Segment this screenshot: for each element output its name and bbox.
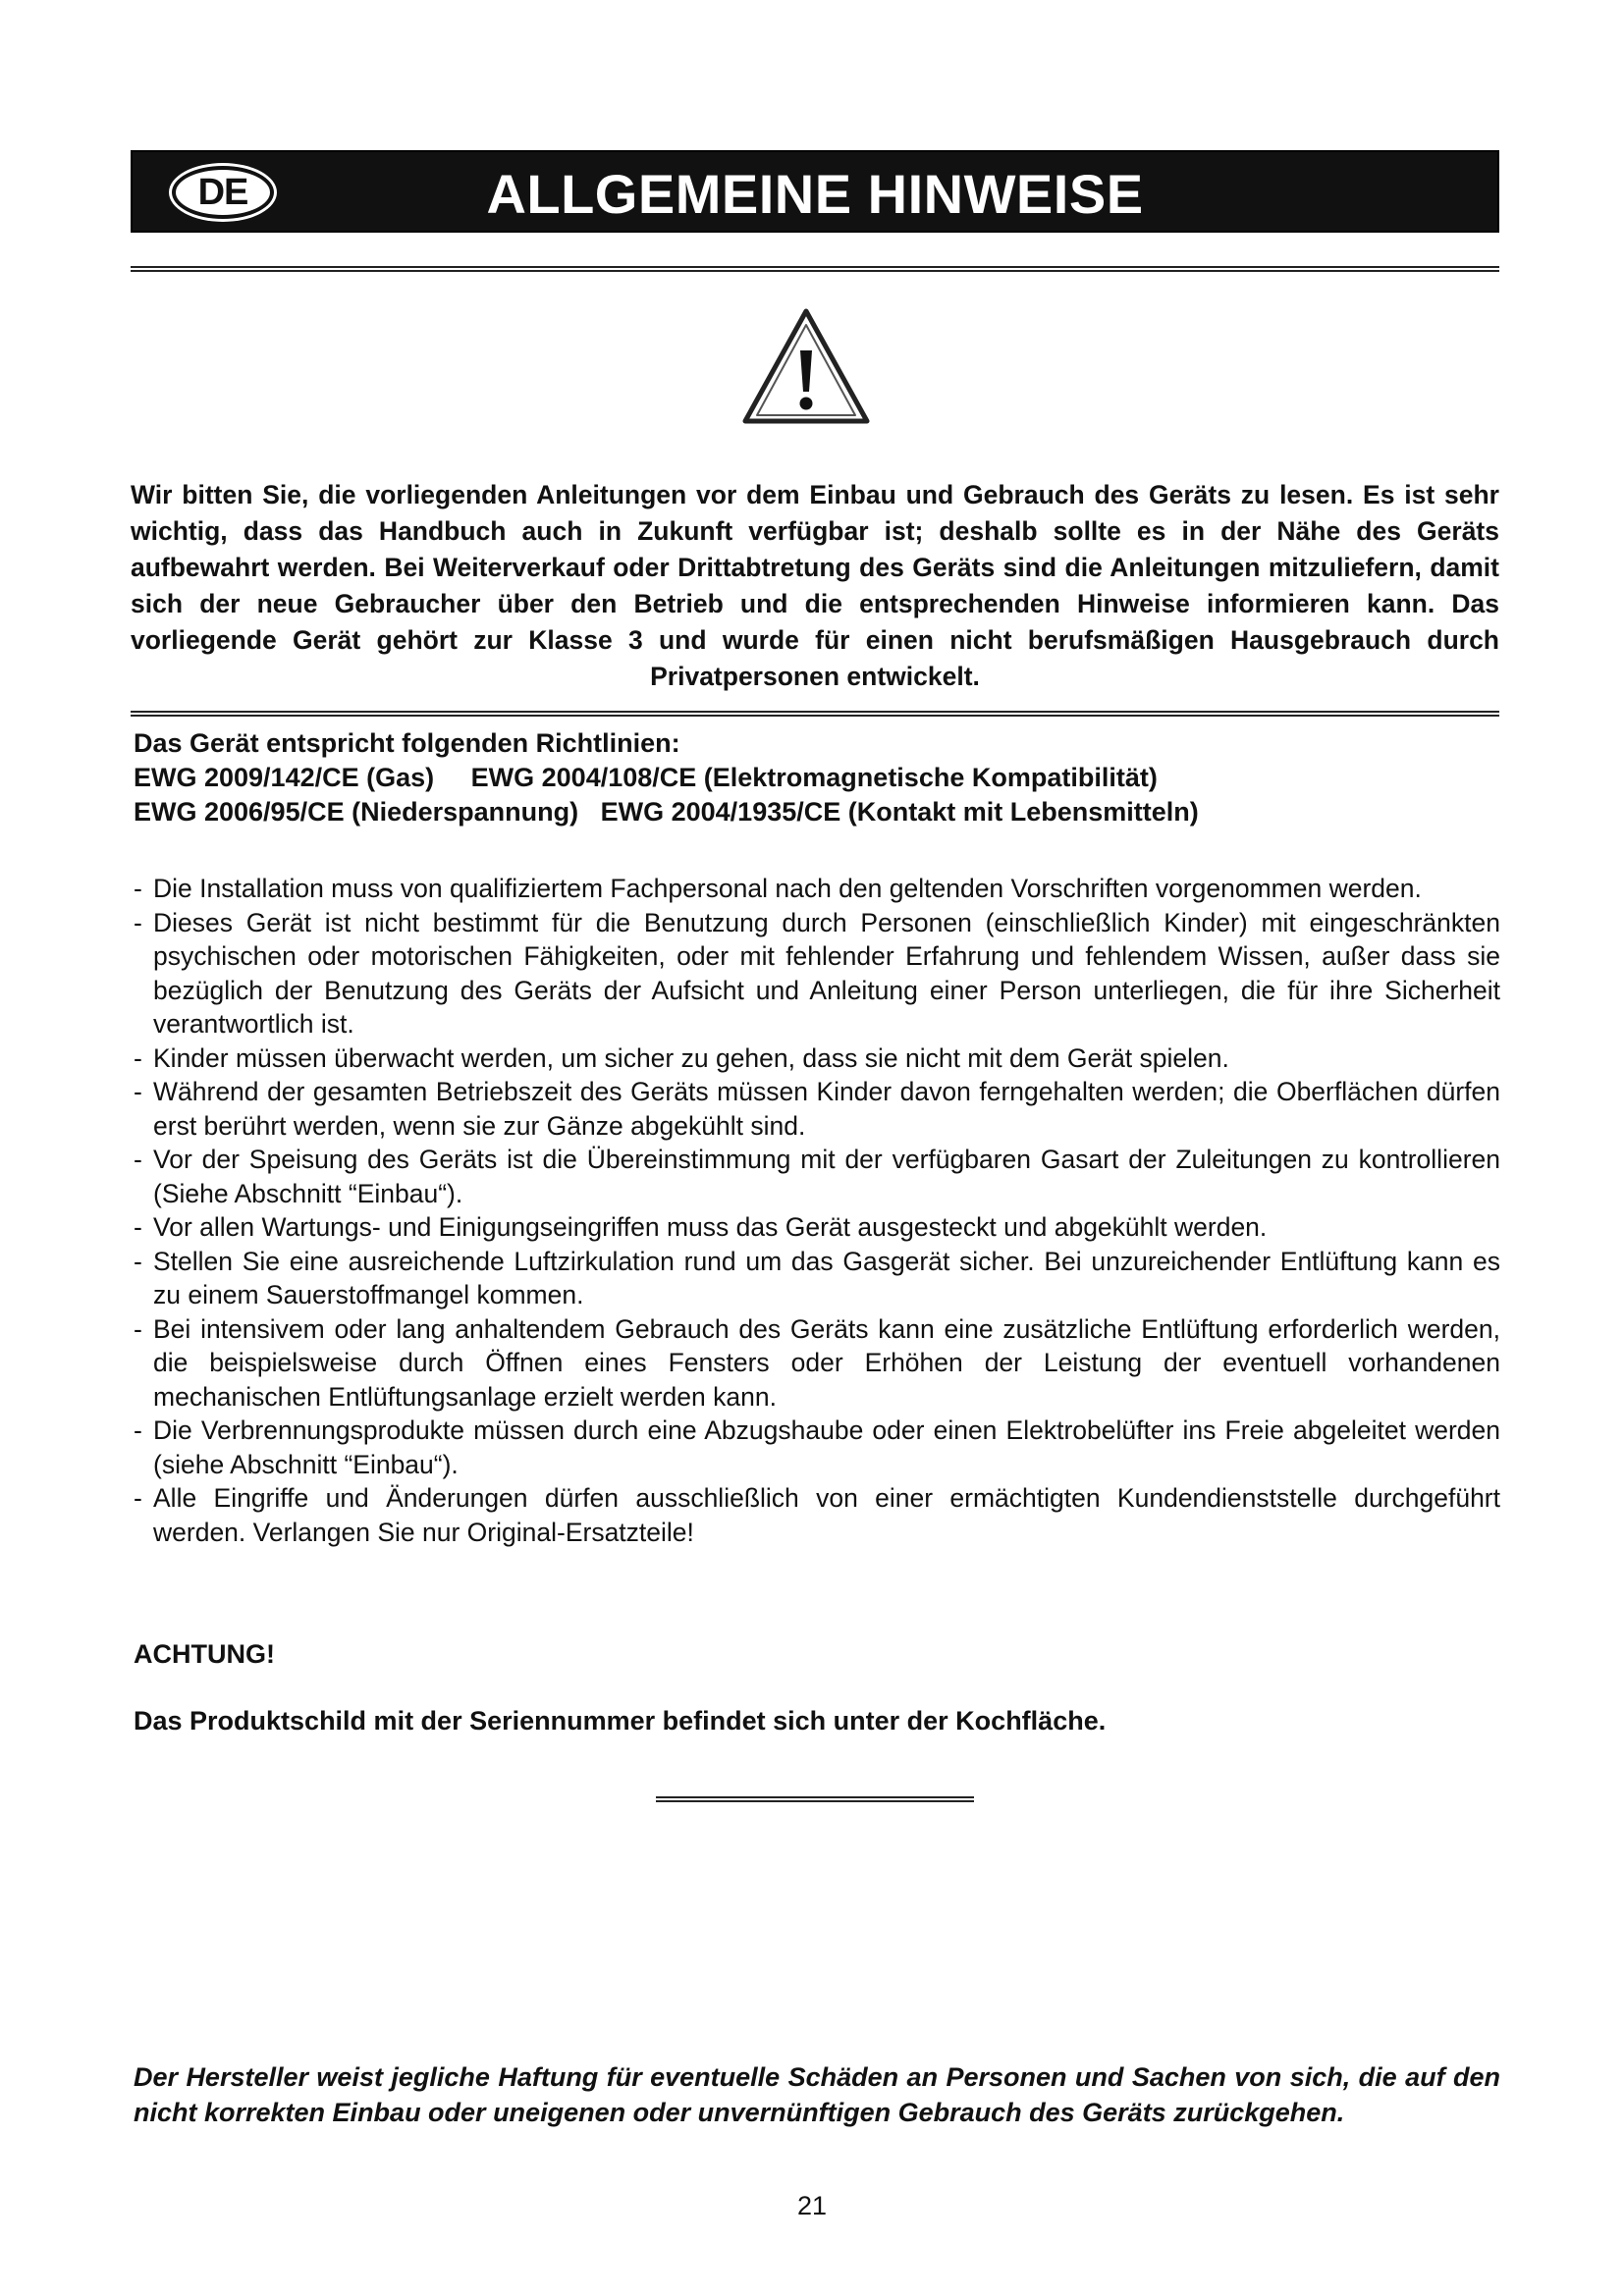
intro-paragraph: Wir bitten Sie, die vorliegenden Anleitungen vor dem Einbau und Gebrauch des Geräts zu lesen. Es ist sehr wichtig, dass das Handbuch auch in Zukunft verfügbar ist; deshalb sollte es in der Nähe des Geräts aufbewahrt werden. Bei Weiterverkauf oder Drittabtretung des Geräts sind die Anleitungen mitzuliefern, damit sich der neue Gebraucher über den Betrieb und die entsprechenden Hinweise informieren kann. Das vorliegende Gerät gehört zur Klasse 3 und wurde für einen nicht berufsmäßigen Hausgebrauch durch Privatpersonen entwickelt. [131, 480, 1499, 691]
safety-notes-list [134, 872, 1500, 1549]
list-item: - Die Verbrennungsprodukte müssen durch eine Abzugshaube oder einen Elektrobelüfter ins Freie abgeleitet werden (siehe Abschnitt “Einbau“). [134, 1414, 1500, 1481]
directives-line-1: EWG 2009/142/CE (Gas) EWG 2004/108/CE (Elektromagnetische Kompatibilität) [134, 763, 1158, 792]
list-item: - Kinder müssen überwacht werden, um sicher zu gehen, dass sie nicht mit dem Gerät spielen. [134, 1041, 1500, 1076]
list-item: - Während der gesamten Betriebszeit des Geräts müssen Kinder davon ferngehalten werden; die Oberflächen dürfen erst berührt werden, wenn sie zur Gänze abgekühlt sind. [134, 1075, 1500, 1143]
list-item: - Stellen Sie eine ausreichende Luftzirkulation rund um das Gasgerät sicher. Bei unzureichender Entlüftung kann es zu einem Sauerstoffmangel kommen. [134, 1245, 1500, 1312]
directives-line-2: EWG 2006/95/CE (Niederspannung) EWG 2004/1935/CE (Kontakt mit Lebensmitteln) [134, 797, 1199, 827]
liability-disclaimer: Der Hersteller weist jegliche Haftung für eventuelle Schäden an Personen und Sachen von sich, die auf den nicht korrekten Einbau oder uneigenen oder unvernünftigen Gebrauch des Geräts zurückgehen. [134, 2062, 1500, 2127]
intro-text [131, 477, 1499, 695]
list-item: - Vor allen Wartungs- und Einigungseingriffen muss das Gerät ausgesteckt und abgekühlt werden. [134, 1210, 1500, 1245]
page-number: 21 [796, 2191, 828, 2220]
divider-middle [131, 711, 1499, 717]
language-badge-label: DE [197, 171, 248, 213]
section-header [131, 150, 1499, 233]
list-item: - Die Installation muss von qualifiziertem Fachpersonal nach den geltenden Vorschriften vorgenommen werden. [134, 872, 1500, 906]
list-item: - Dieses Gerät ist nicht bestimmt für die Benutzung durch Personen (einschließlich Kinder) mit eingeschränkten psychischen oder motorischen Fähigkeiten, oder mit fehlender Erfahrung und fehlendem Wissen, außer dass sie bezüglich der Benutzung des Geräts der Aufsicht und Anleitung einer Person unterliegen, die für ihre Sicherheit verantwortlich ist. [134, 906, 1500, 1041]
directives-heading: Das Gerät entspricht folgenden Richtlinien: [134, 728, 680, 758]
warning-triangle-icon [741, 307, 871, 427]
divider-short [656, 1796, 974, 1802]
list-item: - Vor der Speisung des Geräts ist die Übereinstimmung mit der verfügbaren Gasart der Zuleitungen zu kontrollieren (Siehe Abschnitt “Einbau“). [134, 1143, 1500, 1210]
list-item: - Alle Eingriffe und Änderungen dürfen ausschließlich von einer ermächtigten Kundendienststelle durchgeführt werden. Verlangen Sie nur Original-Ersatzteile! [134, 1481, 1500, 1549]
product-plate-note: Das Produktschild mit der Seriennummer befindet sich unter der Kochfläche. [134, 1706, 1107, 1735]
divider-top [131, 266, 1499, 272]
list-item: - Bei intensivem oder lang anhaltendem Gebrauch des Geräts kann eine zusätzliche Entlüftung erforderlich werden, die beispielsweise durch Öffnen eines Fensters oder Erhöhen der Leistung der eventuell vorhandenen mechanischen Entlüftungsanlage erzielt werden kann. [134, 1312, 1500, 1415]
directives-block [134, 726, 1498, 829]
page-title: ALLGEMEINE HINWEISE [486, 163, 1144, 225]
achtung-heading: ACHTUNG! [134, 1639, 275, 1669]
